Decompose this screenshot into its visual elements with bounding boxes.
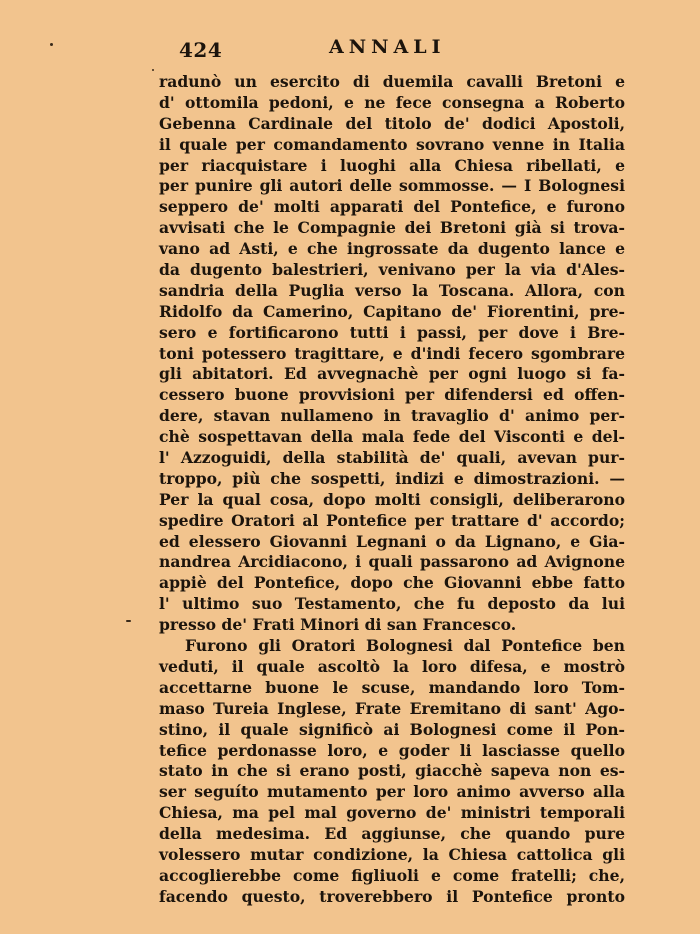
body-text xyxy=(159,72,625,908)
text-line: volessero mutar condizione, la Chiesa cattolica gli xyxy=(159,844,625,864)
text-line: sero e fortificarono tutti i passi, per dove i Bre- xyxy=(159,322,625,342)
text-line: avvisati che le Compagnie dei Bretoni già si trova- xyxy=(159,218,625,238)
text-line: ed elessero Giovanni Legnani o da Lignano, e Gia- xyxy=(159,531,625,551)
text-line: nandrea Arcidiacono, i quali passarono ad Avignone xyxy=(159,552,625,572)
text-line: gli abitatori. Ed avvegnachè per ogni luogo si fa- xyxy=(159,364,625,384)
text-line: Gebenna Cardinale del titolo de' dodici Apostoli, xyxy=(159,113,625,133)
text-line: dere, stavan nullameno in travaglio d' animo per- xyxy=(159,406,625,426)
text-line: l' Azzoguidi, della stabilità de' quali, avevan pur- xyxy=(159,448,625,468)
paragraph-start-line: Furono gli Oratori Bolognesi dal Pontefice ben xyxy=(185,636,625,656)
text-line: stino, il quale significò ai Bolognesi come il Pon- xyxy=(159,719,625,739)
text-line: maso Tureia Inglese, Frate Eremitano di sant' Ago- xyxy=(159,698,625,718)
text-line: accettarne buone le scuse, mandando loro Tom- xyxy=(159,677,625,697)
text-line: d' ottomila pedoni, e ne fece consegna a Roberto xyxy=(159,92,625,112)
text-line: chè sospettavan della mala fede del Visconti e del- xyxy=(159,427,625,447)
text-line: vano ad Asti, e che ingrossate da dugento lance e xyxy=(159,239,625,259)
text-line: tefice perdonasse loro, e goder li lasciasse quello xyxy=(159,740,625,760)
ink-speck xyxy=(50,43,53,46)
running-title: ANNALI xyxy=(329,36,446,58)
text-line: radunò un esercito di duemila cavalli Bretoni e xyxy=(159,72,625,91)
text-line: l' ultimo suo Testamento, che fu deposto da lui xyxy=(159,594,625,614)
ink-speck xyxy=(152,69,154,71)
page-number: 424 xyxy=(179,38,223,62)
text-line: per punire gli autori delle sommosse. — I Bolognesi xyxy=(159,176,625,196)
text-line: Chiesa, ma pel mal governo de' ministri temporali xyxy=(159,803,625,823)
text-line: stato in che si erano posti, giacchè sapeva non es- xyxy=(159,761,625,781)
ink-speck xyxy=(126,620,131,622)
paragraph-end-line: presso de' Frati Minori di san Francesco. xyxy=(159,615,517,635)
text-line: seppero de' molti apparati del Pontefice, e furono xyxy=(159,197,625,217)
text-line: per riacquistare i luoghi alla Chiesa ribellati, e xyxy=(159,155,625,175)
text-line: veduti, il quale ascoltò la loro difesa, e mostrò xyxy=(159,656,625,676)
text-line: accoglierebbe come figliuoli e come fratelli; che, xyxy=(159,865,625,885)
text-line: il quale per comandamento sovrano venne in Italia xyxy=(159,134,625,154)
text-line: Per la qual cosa, dopo molti consigli, deliberarono xyxy=(159,489,625,509)
text-line: Ridolfo da Camerino, Capitano de' Fiorentini, pre- xyxy=(159,301,625,321)
text-line: da dugento balestrieri, venivano per la via d'Ales- xyxy=(159,260,625,280)
text-line: della medesima. Ed aggiunse, che quando pure xyxy=(159,824,625,844)
text-line: cessero buone provvisioni per difendersi ed offen- xyxy=(159,385,625,405)
text-line: spedire Oratori al Pontefice per trattare d' accordo; xyxy=(159,510,625,530)
text-line: facendo questo, troverebbero il Pontefice pronto xyxy=(159,886,625,906)
text-line: sandria della Puglia verso la Toscana. Allora, con xyxy=(159,280,625,300)
text-line: troppo, più che sospetti, indizi e dimostrazioni. — xyxy=(159,468,625,488)
text-line: ser seguíto mutamento per loro animo avverso alla xyxy=(159,782,625,802)
page-header xyxy=(0,36,700,64)
text-line: appiè del Pontefice, dopo che Giovanni ebbe fatto xyxy=(159,573,625,593)
text-line: toni potessero tragittare, e d'indi fecero sgombrare xyxy=(159,343,625,363)
